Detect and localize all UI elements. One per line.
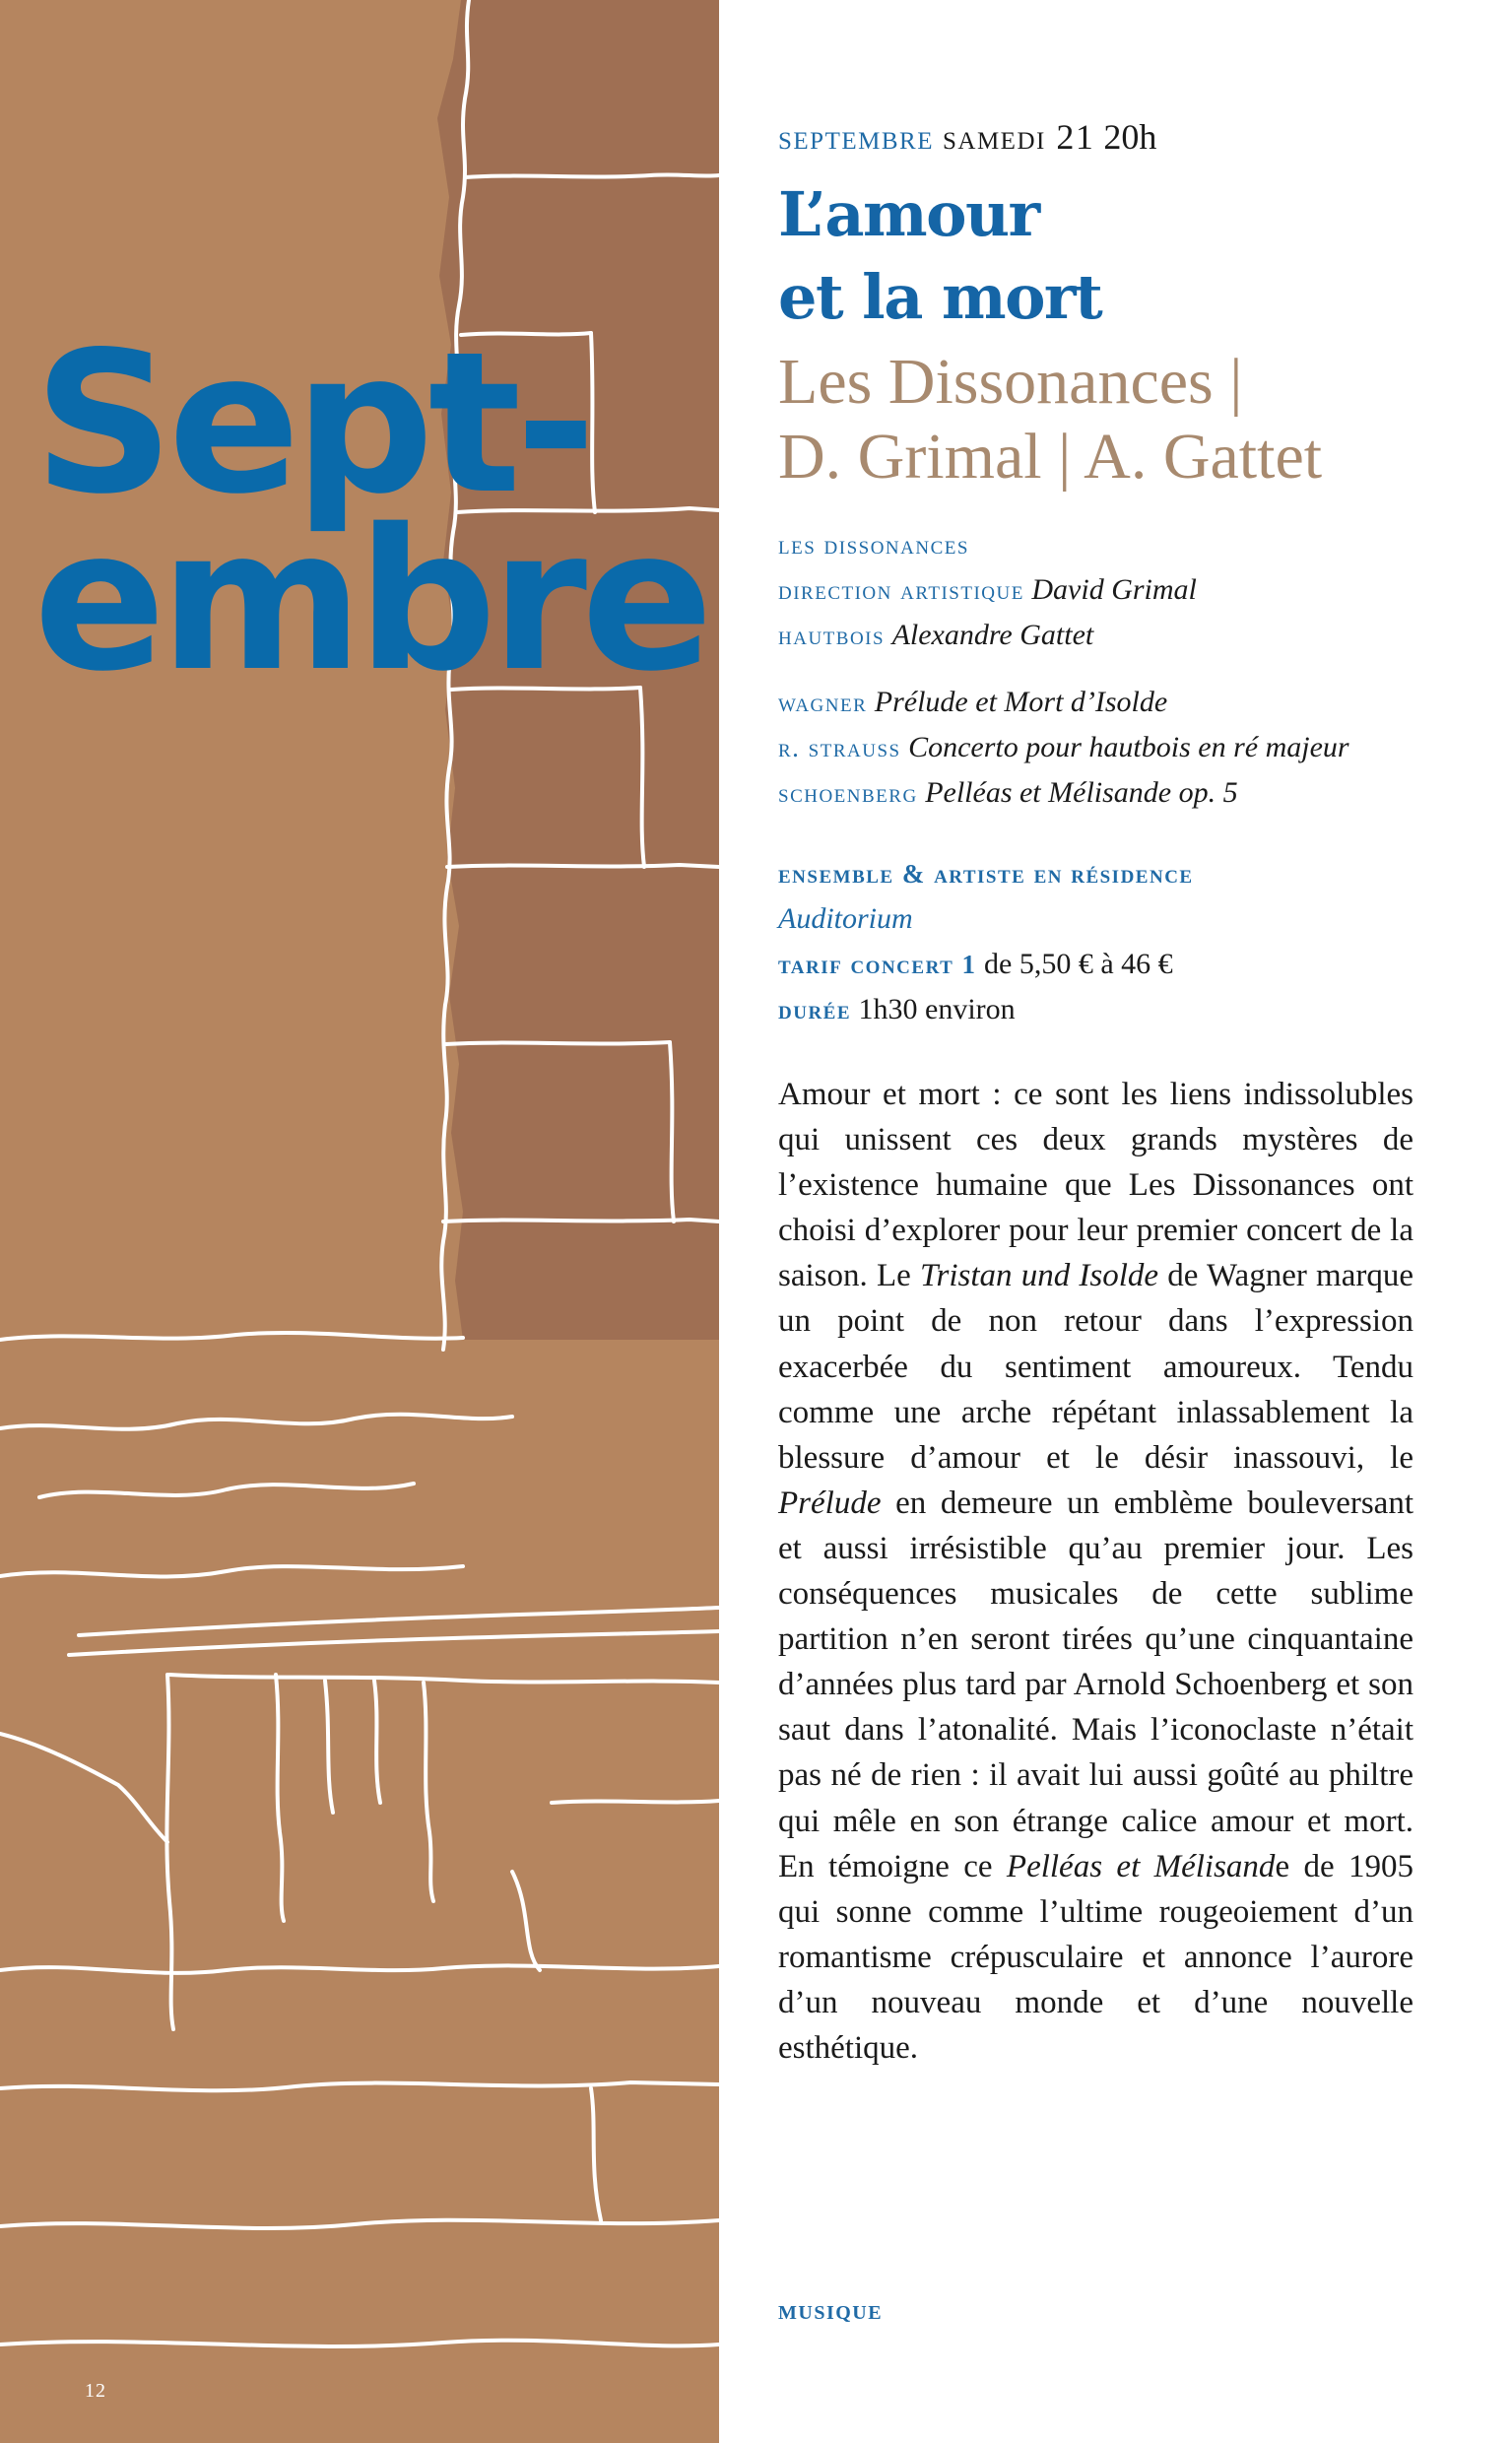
subtitle-line1: Les Dissonances | bbox=[778, 346, 1243, 418]
desc-em1: Tristan und Isolde bbox=[919, 1258, 1159, 1294]
concert-subtitle bbox=[778, 345, 1322, 495]
work: Prélude et Mort d’Isolde bbox=[874, 686, 1168, 718]
desc-em2: Prélude bbox=[778, 1485, 882, 1521]
desc-em3: Pelléas et Mélisand bbox=[1006, 1848, 1276, 1884]
performers-block bbox=[778, 522, 1197, 658]
tarif-value: de 5,50 € à 46 € bbox=[984, 948, 1173, 980]
residence-row bbox=[778, 851, 1194, 896]
category-label: musique bbox=[778, 2295, 884, 2326]
date-time: 20h bbox=[1103, 117, 1157, 157]
practical-block bbox=[778, 851, 1194, 1032]
composer: schoenberg bbox=[778, 778, 918, 808]
date-month: septembre bbox=[778, 117, 934, 157]
direction-label: direction artistique bbox=[778, 575, 1024, 605]
desc-part2: de Wagner marque un point de non retour dans l’expression exacerbée du sentiment amoureux. Tendu comme une arche répétant inlassablement la blessure d’amour et le désir inassouvi, le bbox=[778, 1258, 1413, 1476]
ensemble-row bbox=[778, 522, 1197, 567]
program-block bbox=[778, 680, 1349, 816]
residence-label: ensemble & artiste en résidence bbox=[778, 859, 1194, 889]
work: Pelléas et Mélisande op. 5 bbox=[925, 776, 1238, 809]
program-item bbox=[778, 725, 1349, 770]
program-item bbox=[778, 680, 1349, 725]
venue-row bbox=[778, 896, 1194, 942]
concert-title-line2: et la mort bbox=[778, 261, 1102, 333]
direction-name: David Grimal bbox=[1031, 573, 1197, 606]
program-item bbox=[778, 770, 1349, 816]
concert-description bbox=[778, 1072, 1413, 2071]
duration-label: durée bbox=[778, 995, 852, 1024]
concert-title bbox=[778, 173, 1101, 339]
desc-part3: en demeure un emblème bouleversant et aussi irrésistible qu’au premier jour. Les conséquences musicales de cette sublime partition n’en seront tirées qu’une cinquantaine d’années plus tard par Arnold Schoenberg et son saut dans l’atonalité. Mais l’iconoclaste n’était pas né de rien : il avait lui aussi goûté au philtre qui mêle en son étrange calice amour et mort. En témoigne ce bbox=[778, 1485, 1413, 1884]
concert-title-line1: L’amour bbox=[778, 178, 1039, 250]
tarif-row bbox=[778, 942, 1194, 987]
work: Concerto pour hautbois en ré majeur bbox=[908, 731, 1349, 763]
oboe-name: Alexandre Gattet bbox=[891, 619, 1094, 651]
composer: r. strauss bbox=[778, 733, 901, 762]
duration-value: 1h30 environ bbox=[858, 993, 1016, 1025]
date-day: samedi 21 bbox=[942, 117, 1095, 157]
duration-row bbox=[778, 987, 1194, 1032]
oboe-row bbox=[778, 613, 1197, 658]
desc-part1: Amour et mort : ce sont les liens indissolubles qui unissent ces deux grands mystères de l’existence humaine que Les Dissonances ont choisi d’explorer pour leur premier concert de la saison. Le bbox=[778, 1077, 1413, 1294]
event-date bbox=[778, 116, 1156, 158]
desc-part4: e de 1905 qui sonne comme l’ultime rougeoiement d’un romantisme crépusculaire et annonce l’aurore d’un nouveau monde et d’une nouvelle esthétique. bbox=[778, 1848, 1413, 2066]
composer: wagner bbox=[778, 688, 868, 717]
month-heading-line1: Sept- bbox=[33, 309, 591, 537]
direction-row bbox=[778, 567, 1197, 613]
month-heading-line2: embre bbox=[33, 487, 708, 714]
illustration-panel bbox=[0, 0, 719, 2443]
tarif-label: tarif concert 1 bbox=[778, 950, 977, 979]
venue-name: Auditorium bbox=[778, 902, 913, 935]
page-number: 12 bbox=[85, 2380, 106, 2402]
month-heading bbox=[33, 309, 708, 714]
oboe-label: hautbois bbox=[778, 621, 886, 650]
ensemble-name: les dissonances bbox=[778, 530, 969, 560]
subtitle-line2: D. Grimal | A. Gattet bbox=[778, 421, 1323, 493]
